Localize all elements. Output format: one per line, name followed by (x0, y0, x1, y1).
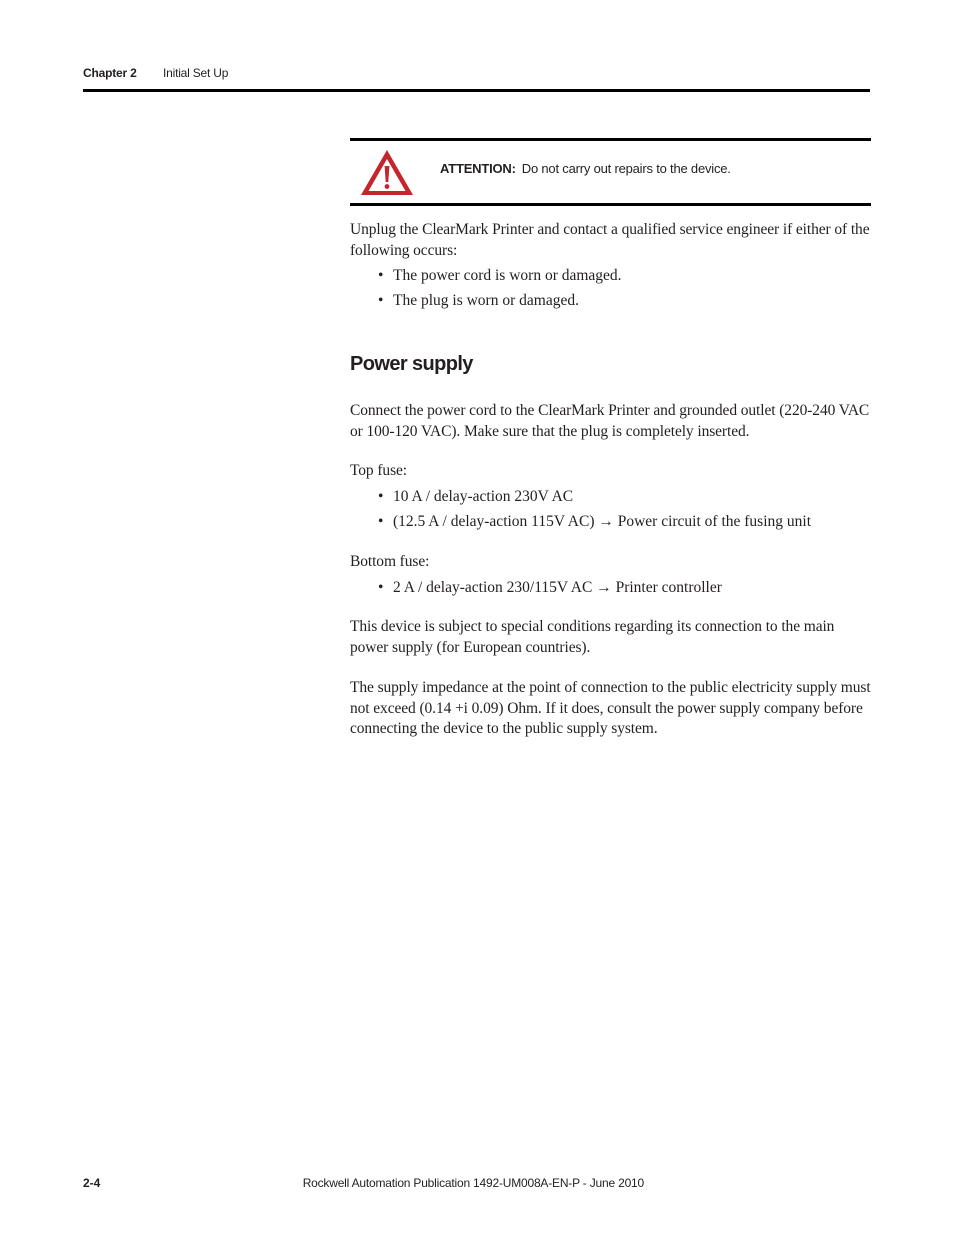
top-fuse-list (378, 487, 811, 537)
attention-top-rule (350, 138, 871, 141)
impedance-paragraph: The supply impedance at the point of connection to the public electricity supply must not exceed (0.14 +i 0.09) Ohm. If it does, consult the power supply company before connecting the device to the public supply system. (350, 679, 871, 738)
section-title: Initial Set Up (163, 66, 229, 80)
warning-triangle-icon (359, 148, 415, 197)
page-header (83, 66, 870, 92)
unplug-paragraph: Unplug the ClearMark Printer and contact a qualified service engineer if either of the following occurs: (350, 221, 870, 259)
bullet-text: The power cord is worn or damaged. (393, 267, 622, 284)
bullet-icon: • (378, 513, 384, 530)
bottom-fuse-list (378, 578, 722, 603)
bullet-icon: • (378, 267, 384, 284)
connect-paragraph: Connect the power cord to the ClearMark Printer and grounded outlet (220-240 VAC or 100-120 VAC). Make sure that the plug is completely inserted. (350, 402, 870, 440)
list-item (378, 512, 811, 537)
header-rule (83, 89, 870, 92)
conditions-paragraph: This device is subject to special conditions regarding its connection to the main power supply (for European countries). (350, 618, 835, 656)
top-fuse-label: Top fuse: (350, 462, 407, 479)
publication-info: Rockwell Automation Publication 1492-UM008A-EN-P - June 2010 (302, 1176, 644, 1190)
list-item (378, 266, 622, 291)
bullet-text: 10 A / delay-action 230V AC (393, 488, 574, 505)
chapter-label: Chapter 2 (83, 66, 137, 80)
bullet-icon: • (378, 292, 384, 309)
list-item (378, 291, 622, 316)
attention-text (440, 161, 731, 176)
page-number: 2-4 (83, 1176, 101, 1190)
bottom-fuse-label: Bottom fuse: (350, 553, 430, 570)
attention-notice (350, 138, 871, 206)
damage-bullet-list (378, 266, 622, 316)
bullet-icon: • (378, 488, 384, 505)
attention-label: ATTENTION: (440, 161, 516, 176)
bullet-icon: • (378, 579, 384, 596)
bullet-text: (12.5 A / delay-action 115V AC) → Power circuit of the fusing unit (393, 513, 812, 530)
attention-message: Do not carry out repairs to the device. (521, 161, 731, 176)
bullet-text: 2 A / delay-action 230/115V AC → Printer controller (393, 579, 722, 596)
list-item (378, 578, 722, 603)
bullet-text: The plug is worn or damaged. (393, 292, 579, 309)
section-heading: Power supply (350, 353, 473, 375)
attention-bottom-rule (350, 203, 871, 206)
list-item (378, 487, 811, 512)
